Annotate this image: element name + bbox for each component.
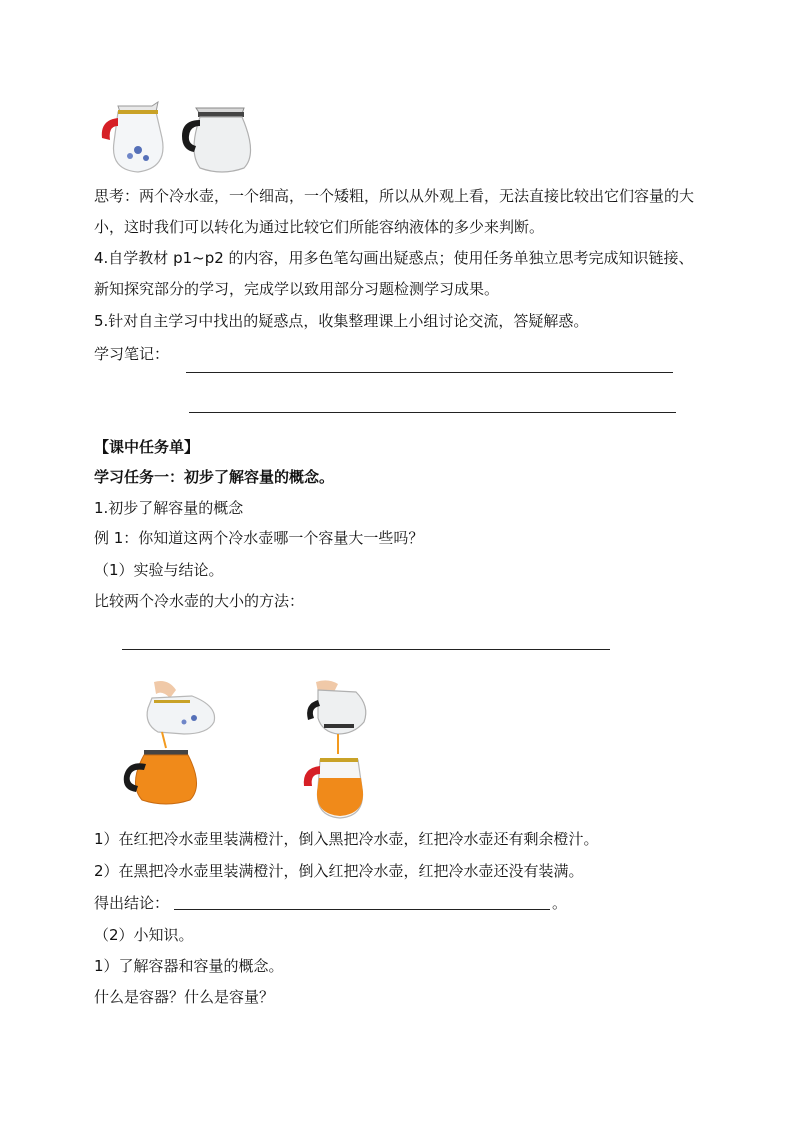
subsection-2-title: （2）小知识。 — [94, 926, 194, 944]
conclusion-label: 得出结论： — [94, 894, 170, 912]
subsection-1-title: （1）实验与结论。 — [94, 561, 224, 579]
observation-1: 1）在红把冷水壶里装满橙汁，倒入黑把冷水壶，红把冷水壶还有剩余橙汁。 — [94, 830, 599, 848]
step-4-line-2: 新知探究部分的学习，完成学以致用部分习题检测学习成果。 — [94, 280, 500, 298]
item-1-heading: 1.初步了解容量的概念 — [94, 499, 244, 517]
conclusion-end-mark: 。 — [552, 894, 568, 912]
black-handle-pitcher-image — [178, 104, 260, 176]
example-1-text: 例 1：你知道这两个冷水壶哪一个容量大一些吗？ — [94, 529, 424, 547]
pour-red-into-black-image — [114, 676, 224, 808]
thinking-line-2: 小，这时我们可以转化为通过比较它们所能容纳液体的多少来判断。 — [94, 218, 545, 236]
conclusion-answer-line[interactable] — [174, 909, 550, 910]
notes-answer-line-1[interactable] — [186, 372, 673, 373]
notes-label: 学习笔记： — [94, 345, 170, 363]
knowledge-1: 1）了解容器和容量的概念。 — [94, 957, 284, 975]
task-1-title: 学习任务一：初步了解容量的概念。 — [94, 468, 335, 486]
method-answer-line[interactable] — [122, 649, 610, 650]
thinking-line-1: 思考：两个冷水壶，一个细高，一个矮粗，所以从外观上看，无法直接比较出它们容量的大 — [94, 187, 695, 205]
step-4-line-1: 4.自学教材 p1~p2 的内容，用多色笔勾画出疑惑点；使用任务单独立思考完成知识链接、 — [94, 249, 694, 267]
section-title: 【课中任务单】 — [94, 438, 200, 456]
step-5-text: 5.针对自主学习中找出的疑惑点，收集整理课上小组讨论交流，答疑解惑。 — [94, 312, 589, 330]
container-capacity-question: 什么是容器？什么是容量？ — [94, 988, 275, 1006]
method-label: 比较两个冷水壶的大小的方法： — [94, 592, 305, 610]
pour-black-into-red-image — [298, 678, 378, 820]
notes-answer-line-2[interactable] — [189, 412, 676, 413]
observation-2: 2）在黑把冷水壶里装满橙汁，倒入红把冷水壶，红把冷水壶还没有装满。 — [94, 862, 584, 880]
red-handle-pitcher-image — [96, 98, 174, 176]
